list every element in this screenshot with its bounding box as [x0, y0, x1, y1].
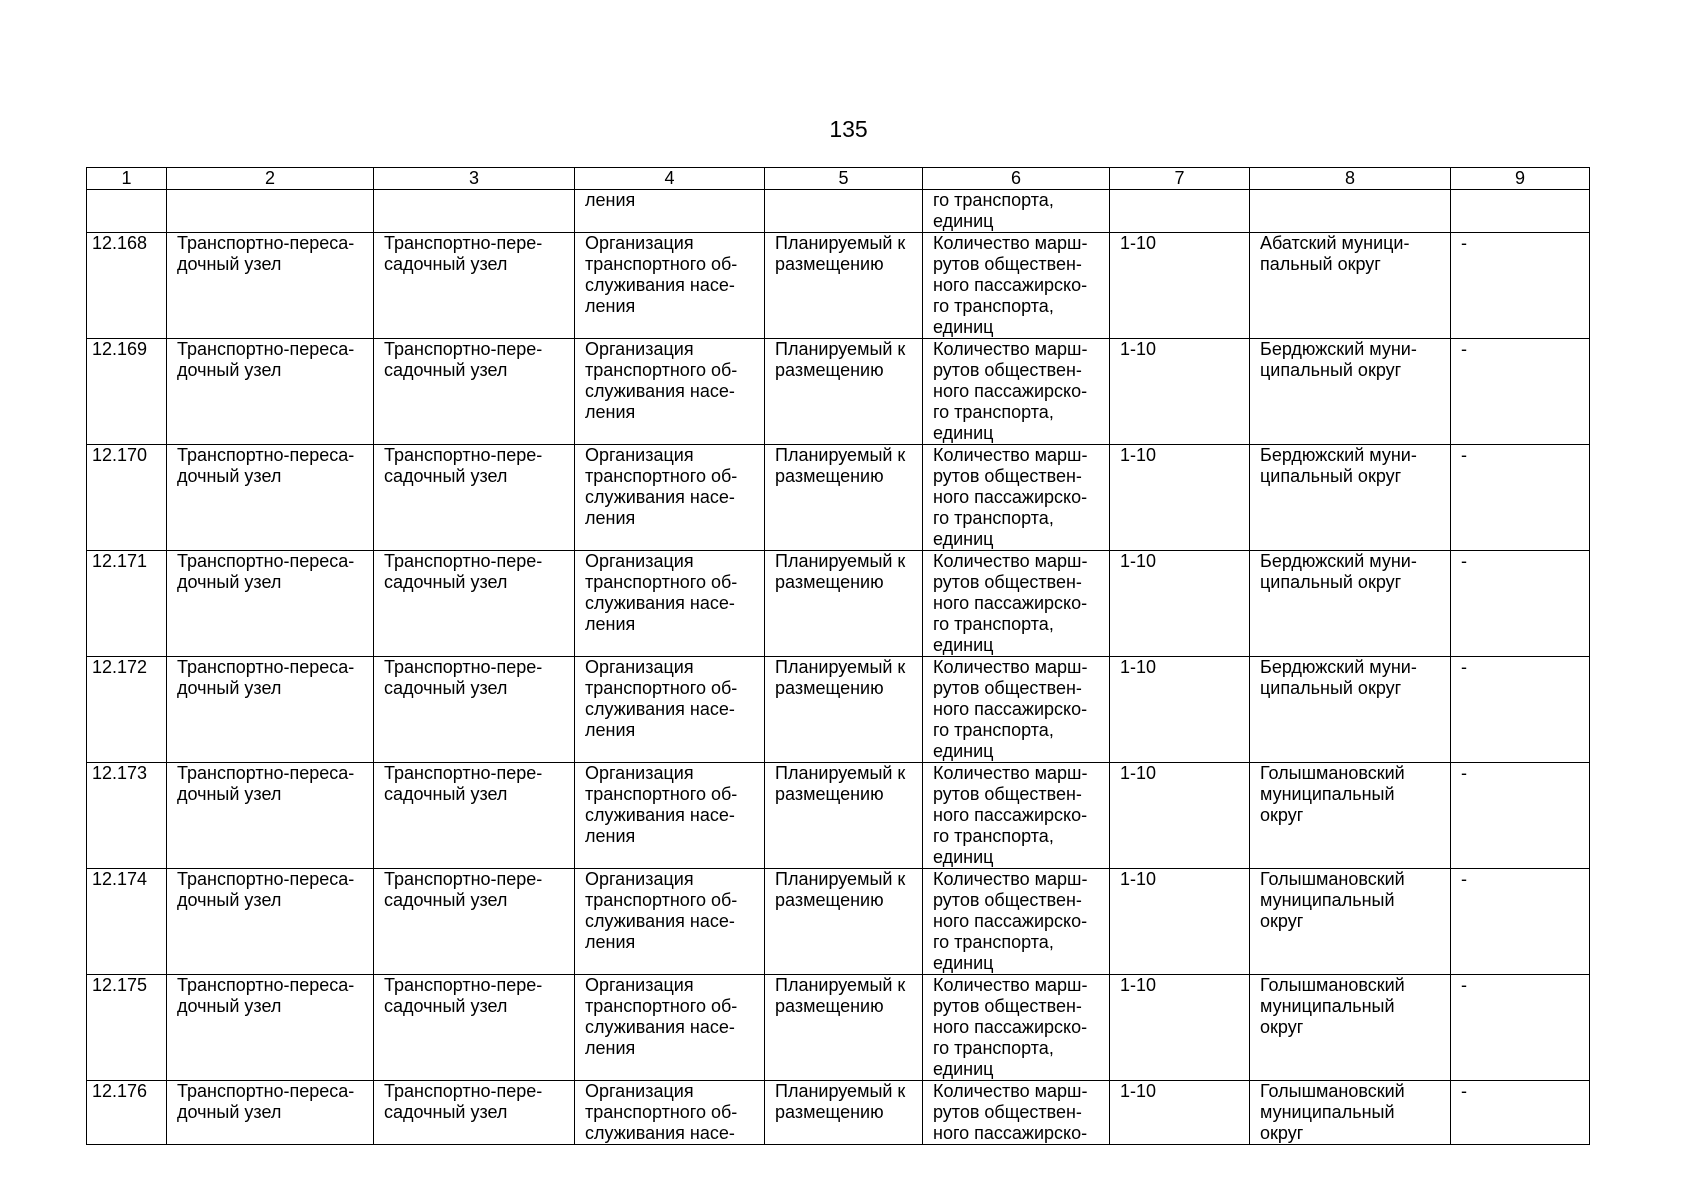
table-cell: Планируемый к размещению: [765, 763, 923, 869]
table-cell: Транспортно-переса- дочный узел: [167, 657, 374, 763]
row-number-cell: 12.168: [87, 233, 167, 339]
table-cell: Транспортно-пере- садочный узел: [374, 869, 575, 975]
table-cell: Голышмановский муниципальный округ: [1250, 869, 1451, 975]
row-number-cell: 12.176: [87, 1081, 167, 1145]
table-cell: Организация транспортного об- служивания насе-: [575, 1081, 765, 1145]
table-cell: -: [1451, 551, 1590, 657]
table-cell: -: [1451, 763, 1590, 869]
table-cell: Планируемый к размещению: [765, 339, 923, 445]
table-cell: го транспорта, единиц: [923, 190, 1110, 233]
table-cell: 1-10: [1110, 1081, 1250, 1145]
table-cell: Планируемый к размещению: [765, 975, 923, 1081]
table-cell: Количество марш- рутов обществен- ного пассажирско- го транспорта, единиц: [923, 869, 1110, 975]
table-row-continuation: [87, 190, 1590, 233]
column-header: 2: [167, 168, 374, 190]
table-cell: Транспортно-пере- садочный узел: [374, 445, 575, 551]
column-header: 6: [923, 168, 1110, 190]
column-header: 3: [374, 168, 575, 190]
table-cell: -: [1451, 657, 1590, 763]
row-number-cell: 12.172: [87, 657, 167, 763]
table-cell: Транспортно-пере- садочный узел: [374, 551, 575, 657]
table-cell: Количество марш- рутов обществен- ного пассажирско- го транспорта, единиц: [923, 233, 1110, 339]
page-number: 135: [829, 116, 868, 142]
table-cell: -: [1451, 339, 1590, 445]
table-cell: 1-10: [1110, 975, 1250, 1081]
table-cell: 1-10: [1110, 763, 1250, 869]
column-header: 1: [87, 168, 167, 190]
table-cell: Транспортно-переса- дочный узел: [167, 233, 374, 339]
table-cell: -: [1451, 233, 1590, 339]
table-cell: Количество марш- рутов обществен- ного пассажирско- го транспорта, единиц: [923, 763, 1110, 869]
row-number-cell: 12.169: [87, 339, 167, 445]
table-cell: Транспортно-переса- дочный узел: [167, 551, 374, 657]
table-row: [87, 445, 1590, 551]
table-cell: Количество марш- рутов обществен- ного пассажирско- го транспорта, единиц: [923, 551, 1110, 657]
table-cell: Голышмановский муниципальный округ: [1250, 975, 1451, 1081]
table-cell: Бердюжский муни- ципальный округ: [1250, 657, 1451, 763]
table-cell: Абатский муници- пальный округ: [1250, 233, 1451, 339]
table-cell: Транспортно-пере- садочный узел: [374, 1081, 575, 1145]
table-cell: [1451, 190, 1590, 233]
table-cell: [1110, 190, 1250, 233]
table-cell: Транспортно-пере- садочный узел: [374, 975, 575, 1081]
table-cell: Бердюжский муни- ципальный округ: [1250, 339, 1451, 445]
table-cell: 1-10: [1110, 869, 1250, 975]
table-cell: -: [1451, 975, 1590, 1081]
table-cell: Транспортно-переса- дочный узел: [167, 1081, 374, 1145]
column-header: 4: [575, 168, 765, 190]
table-cell: Транспортно-пере- садочный узел: [374, 657, 575, 763]
table-row: [87, 1081, 1590, 1145]
row-number-cell: 12.171: [87, 551, 167, 657]
table-cell: [374, 190, 575, 233]
column-header: 9: [1451, 168, 1590, 190]
table-cell: Транспортно-переса- дочный узел: [167, 869, 374, 975]
table-cell: Организация транспортного об- служивания насе- ления: [575, 869, 765, 975]
table-cell: [167, 190, 374, 233]
table-cell: 1-10: [1110, 657, 1250, 763]
table-cell: -: [1451, 1081, 1590, 1145]
table-cell: Организация транспортного об- служивания насе- ления: [575, 975, 765, 1081]
table-cell: Транспортно-пере- садочный узел: [374, 339, 575, 445]
table-cell: Количество марш- рутов обществен- ного пассажирско- го транспорта, единиц: [923, 657, 1110, 763]
table-row: [87, 339, 1590, 445]
table-cell: Организация транспортного об- служивания насе- ления: [575, 763, 765, 869]
table-cell: Голышмановский муниципальный округ: [1250, 763, 1451, 869]
table-cell: ления: [575, 190, 765, 233]
table-cell: 1-10: [1110, 551, 1250, 657]
table-row: [87, 233, 1590, 339]
table-cell: Транспортно-переса- дочный узел: [167, 339, 374, 445]
table-cell: [765, 190, 923, 233]
table-cell: Транспортно-переса- дочный узел: [167, 445, 374, 551]
table-cell: Планируемый к размещению: [765, 657, 923, 763]
table-row: [87, 869, 1590, 975]
row-number-cell: 12.175: [87, 975, 167, 1081]
table-cell: Транспортно-переса- дочный узел: [167, 975, 374, 1081]
table-cell: Организация транспортного об- служивания насе- ления: [575, 657, 765, 763]
row-number-cell: 12.173: [87, 763, 167, 869]
row-number-cell: 12.174: [87, 869, 167, 975]
table-cell: Количество марш- рутов обществен- ного пассажирско- го транспорта, единиц: [923, 975, 1110, 1081]
table-cell: Планируемый к размещению: [765, 1081, 923, 1145]
table-row: [87, 763, 1590, 869]
table-row: [87, 975, 1590, 1081]
table-cell: Количество марш- рутов обществен- ного пассажирско- го транспорта, единиц: [923, 445, 1110, 551]
table-cell: 1-10: [1110, 445, 1250, 551]
data-table: [86, 167, 1590, 1145]
table-cell: [87, 190, 167, 233]
column-header: 8: [1250, 168, 1451, 190]
table-cell: Организация транспортного об- служивания насе- ления: [575, 551, 765, 657]
table-cell: Транспортно-пере- садочный узел: [374, 233, 575, 339]
table-cell: Планируемый к размещению: [765, 869, 923, 975]
table-row: [87, 657, 1590, 763]
table-cell: Организация транспортного об- служивания насе- ления: [575, 339, 765, 445]
table-cell: Планируемый к размещению: [765, 445, 923, 551]
table-cell: Голышмановский муниципальный округ: [1250, 1081, 1451, 1145]
table-cell: 1-10: [1110, 339, 1250, 445]
table-cell: Бердюжский муни- ципальный округ: [1250, 445, 1451, 551]
column-header: 7: [1110, 168, 1250, 190]
table-cell: Организация транспортного об- служивания насе- ления: [575, 445, 765, 551]
table-cell: Бердюжский муни- ципальный округ: [1250, 551, 1451, 657]
table-cell: Организация транспортного об- служивания насе- ления: [575, 233, 765, 339]
table-cell: 1-10: [1110, 233, 1250, 339]
table-cell: -: [1451, 445, 1590, 551]
column-header: 5: [765, 168, 923, 190]
table-cell: Транспортно-переса- дочный узел: [167, 763, 374, 869]
table-cell: Количество марш- рутов обществен- ного пассажирско-: [923, 1081, 1110, 1145]
table-cell: Количество марш- рутов обществен- ного пассажирско- го транспорта, единиц: [923, 339, 1110, 445]
table-cell: Планируемый к размещению: [765, 233, 923, 339]
header-row: [87, 168, 1590, 190]
table-cell: -: [1451, 869, 1590, 975]
table-cell: [1250, 190, 1451, 233]
row-number-cell: 12.170: [87, 445, 167, 551]
table-row: [87, 551, 1590, 657]
table-cell: Планируемый к размещению: [765, 551, 923, 657]
table-cell: Транспортно-пере- садочный узел: [374, 763, 575, 869]
